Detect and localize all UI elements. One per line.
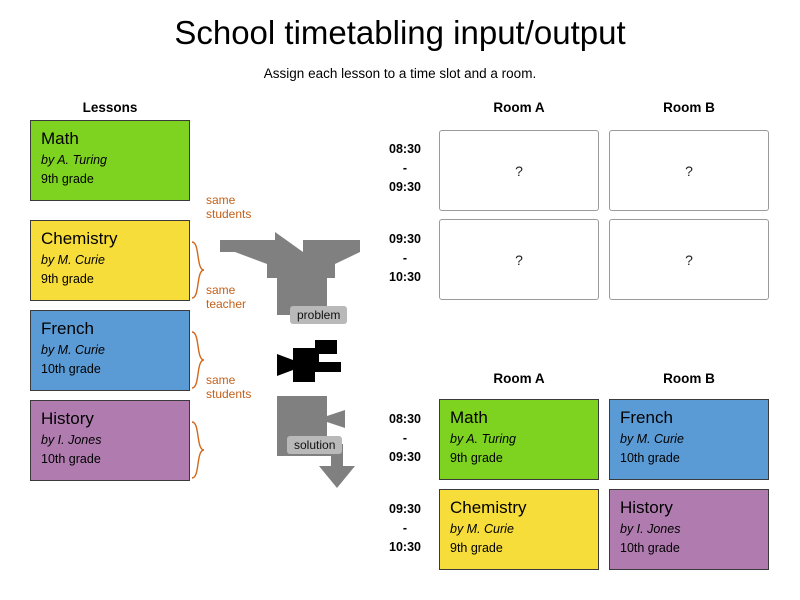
lesson-card-french[interactable] xyxy=(30,310,190,391)
process-arrow-graphic xyxy=(215,230,385,510)
problem-cell-slot2-room-b[interactable]: ? xyxy=(609,219,769,300)
constraint-line-1: same xyxy=(206,283,236,297)
lesson-subject: French xyxy=(620,408,673,427)
solution-cell-slot1-room-b[interactable] xyxy=(609,399,769,480)
lesson-teacher: by M. Curie xyxy=(620,432,684,446)
lesson-teacher: by A. Turing xyxy=(450,432,516,446)
timeslot-end: 09:30 xyxy=(389,180,421,194)
lesson-card-math[interactable] xyxy=(30,120,190,201)
timeslot-dash: - xyxy=(402,251,408,265)
problem-cell-slot2-room-a[interactable]: ? xyxy=(439,219,599,300)
lesson-subject: History xyxy=(620,498,673,517)
lesson-subject: Chemistry xyxy=(41,229,118,248)
timeslot-dash: - xyxy=(402,521,408,535)
timeslot-end: 10:30 xyxy=(389,270,421,284)
problem-timeslot-2 xyxy=(380,230,430,287)
lesson-teacher: by A. Turing xyxy=(41,153,107,167)
constraint-line-2: students xyxy=(206,387,252,401)
timeslot-start: 08:30 xyxy=(389,142,421,156)
problem-cell-slot1-room-b[interactable]: ? xyxy=(609,130,769,211)
solution-timeslot-1 xyxy=(380,410,430,467)
lesson-teacher: by M. Curie xyxy=(450,522,514,536)
solution-room-a-header: Room A xyxy=(493,371,545,386)
page-title: School timetabling input/output xyxy=(174,14,626,51)
problem-room-b-header: Room B xyxy=(663,100,715,115)
timeslot-end: 10:30 xyxy=(389,540,421,554)
problem-stage-label: problem xyxy=(290,306,347,324)
problem-cell-slot1-room-a[interactable]: ? xyxy=(439,130,599,211)
lesson-grade: 9th grade xyxy=(41,172,94,186)
lesson-grade: 10th grade xyxy=(620,451,680,465)
constraint-line-1: same xyxy=(206,373,236,387)
solution-cell-slot2-room-b[interactable] xyxy=(609,489,769,570)
lesson-teacher: by M. Curie xyxy=(41,253,105,267)
solution-stage-label: solution xyxy=(287,436,342,454)
constraint-line-2: students xyxy=(206,207,252,221)
lesson-card-chemistry[interactable] xyxy=(30,220,190,301)
lesson-subject: History xyxy=(41,409,94,428)
lesson-grade: 9th grade xyxy=(41,272,94,286)
lesson-grade: 10th grade xyxy=(620,541,680,555)
timeslot-dash: - xyxy=(402,431,408,445)
timeslot-start: 09:30 xyxy=(389,232,421,246)
constraint-line-2: teacher xyxy=(206,297,247,311)
timeslot-dash: - xyxy=(402,161,408,175)
lesson-grade: 10th grade xyxy=(41,452,101,466)
timeslot-end: 09:30 xyxy=(389,450,421,464)
lessons-column-header: Lessons xyxy=(82,100,138,115)
lesson-subject: Math xyxy=(41,129,79,148)
constraint-label-same-students-1 xyxy=(206,193,272,221)
lesson-teacher: by I. Jones xyxy=(41,433,102,447)
lesson-grade: 9th grade xyxy=(450,541,503,555)
timeslot-start: 09:30 xyxy=(389,502,421,516)
solution-cell-slot1-room-a[interactable] xyxy=(439,399,599,480)
problem-timeslot-1 xyxy=(380,140,430,197)
solution-cell-slot2-room-a[interactable] xyxy=(439,489,599,570)
timeslot-start: 08:30 xyxy=(389,412,421,426)
lesson-subject: Math xyxy=(450,408,488,427)
solution-room-b-header: Room B xyxy=(663,371,715,386)
lesson-card-history[interactable] xyxy=(30,400,190,481)
lesson-subject: French xyxy=(41,319,94,338)
solution-timeslot-2 xyxy=(380,500,430,557)
problem-room-a-header: Room A xyxy=(493,100,545,115)
lesson-teacher: by I. Jones xyxy=(620,522,681,536)
lesson-teacher: by M. Curie xyxy=(41,343,105,357)
lesson-grade: 9th grade xyxy=(450,451,503,465)
lesson-subject: Chemistry xyxy=(450,498,527,517)
lesson-grade: 10th grade xyxy=(41,362,101,376)
constraint-line-1: same xyxy=(206,193,236,207)
page-subtitle: Assign each lesson to a time slot and a room. xyxy=(263,66,537,81)
